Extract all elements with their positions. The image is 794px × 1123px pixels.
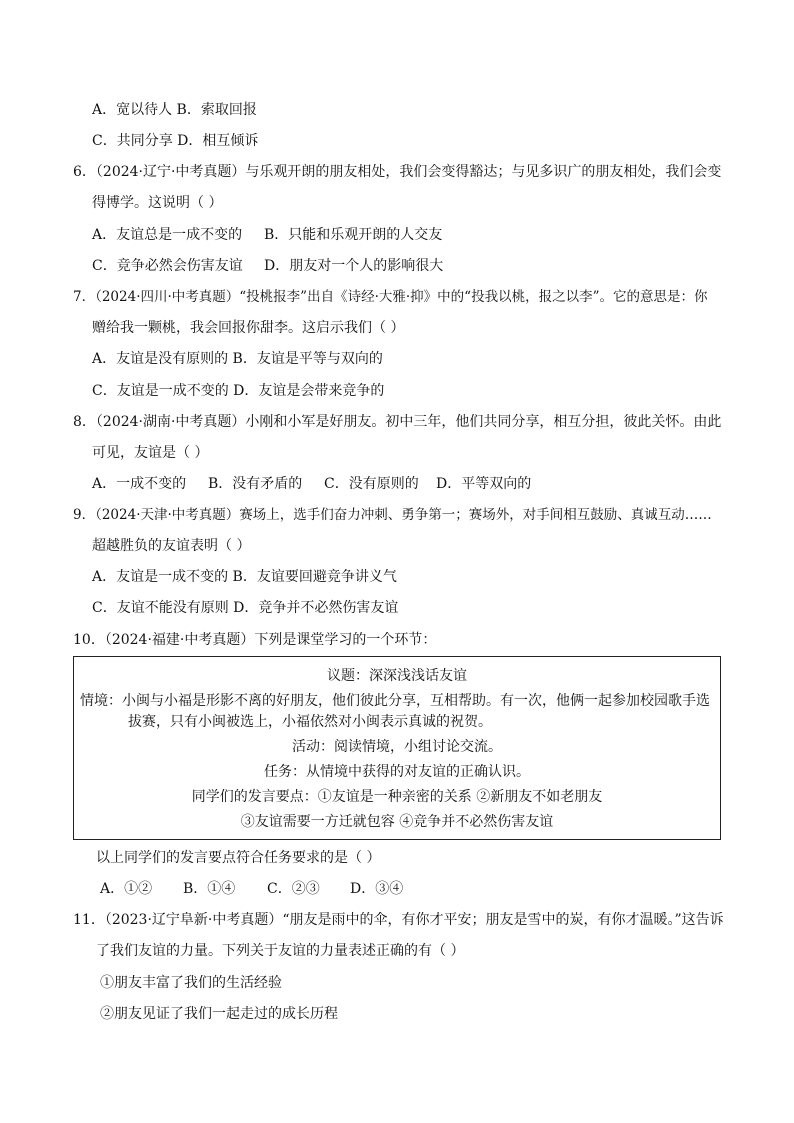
q5-options-line-2: C．共同分享 D．相互倾诉 (92, 133, 259, 149)
q8-stem-line-2: 可见，友谊是（ ） (92, 445, 209, 461)
q10-box-scene-line-2: 拔赛，只有小闽被选上，小福依然对小闽表示真诚的祝贺。 (128, 714, 492, 730)
q9-stem-line-2: 超越胜负的友谊表明（ ） (92, 538, 251, 554)
q8-stem-line-1: 8．（2024·湖南·中考真题）小刚和小军是好朋友。初中三年，他们共同分享，相互分担，彼此关怀。由此 (73, 414, 722, 430)
q6-stem-line-2: 得博学。这说明（ ） (92, 195, 223, 211)
q9-options-line-2: C．友谊不能没有原则 D．竞争并不必然伤害友谊 (92, 600, 399, 616)
q8-option-b: B．没有矛盾的 (208, 476, 303, 492)
q11-stem-line-1: 11．（2023·辽宁阜新·中考真题）“朋友是雨中的伞，有你才平安；朋友是雪中的炭，有你才温暖。”这告诉 (73, 912, 724, 928)
q7-options-line-2: C．友谊是一成不变的 D．友谊是会带来竞争的 (92, 383, 385, 399)
q9-stem-line-1: 9．（2024·天津·中考真题）赛场上，选手们奋力冲刺、勇争第一；赛场外，对手间相互鼓励、真诚互动…… (73, 507, 712, 523)
q10-box-activity: 活动：阅读情境，小组讨论交流。 (292, 739, 502, 755)
q10-option-d: D．③④ (350, 881, 404, 897)
q6-option-c: C．竞争必然会伤害友谊 (92, 258, 243, 274)
q10-box-scene-line-1: 情境：小闽与小福是形影不离的好朋友，他们彼此分享，互相帮助。有一次，他俩一起参加校园歌手选 (80, 693, 710, 709)
q6-option-a: A．友谊总是一成不变的 (92, 227, 243, 243)
q9-options-line-1: A．友谊是一成不变的 B．友谊要回避竞争讲义气 (92, 569, 397, 585)
q7-stem-line-2: 赠给我一颗桃，我会回报你甜李。这启示我们（ ） (92, 320, 405, 336)
q10-option-c: C．②③ (267, 881, 320, 897)
q8-option-d: D．平等双向的 (436, 476, 532, 492)
q6-stem-line-1: 6．（2024·辽宁·中考真题）与乐观开朗的朋友相处，我们会变得豁达；与见多识广的朋友相处，我们会变 (73, 164, 722, 180)
q10-option-b: B．①④ (183, 881, 236, 897)
q10-stem: 10．（2024·福建·中考真题）下列是课堂学习的一个环节： (73, 632, 437, 648)
q11-statement-2: ②朋友见证了我们一起走过的成长历程 (100, 1006, 338, 1022)
q10-box-points-line-2: ③友谊需要一方迁就包容 ④竞争并不必然伤害友谊 (240, 814, 554, 830)
q10-box-task: 任务：从情境中获得的对友谊的正确认识。 (264, 764, 530, 780)
q6-option-b: B．只能和乐观开朗的人交友 (264, 227, 443, 243)
q10-option-a: A．①② (100, 881, 153, 897)
q11-statement-1: ①朋友丰富了我们的生活经验 (100, 975, 282, 991)
q10-box-points-line-1: 同学们的发言要点：①友谊是一种亲密的关系 ②新朋友不如老朋友 (191, 789, 603, 805)
q8-option-c: C．没有原则的 (324, 476, 419, 492)
q7-stem-line-1: 7．（2024·四川·中考真题）“投桃报李”出自《诗经·大雅·抑》中的“投我以桃，报之以李”。它的意思是：你 (73, 289, 708, 305)
q11-stem-line-2: 了我们友谊的力量。下列关于友谊的力量表述正确的有（ ） (96, 943, 465, 959)
q7-options-line-1: A．友谊是没有原则的 B．友谊是平等与双向的 (92, 351, 383, 367)
q10-box-topic: 议题：深深浅浅话友谊 (327, 668, 467, 684)
q8-option-a: A．一成不变的 (92, 476, 187, 492)
q10-question: 以上同学们的发言要点符合任务要求的是（ ） (96, 850, 381, 866)
q6-option-d: D．朋友对一个人的影响很大 (264, 258, 444, 274)
q5-options-line-1: A．宽以待人 B．索取回报 (92, 102, 257, 118)
